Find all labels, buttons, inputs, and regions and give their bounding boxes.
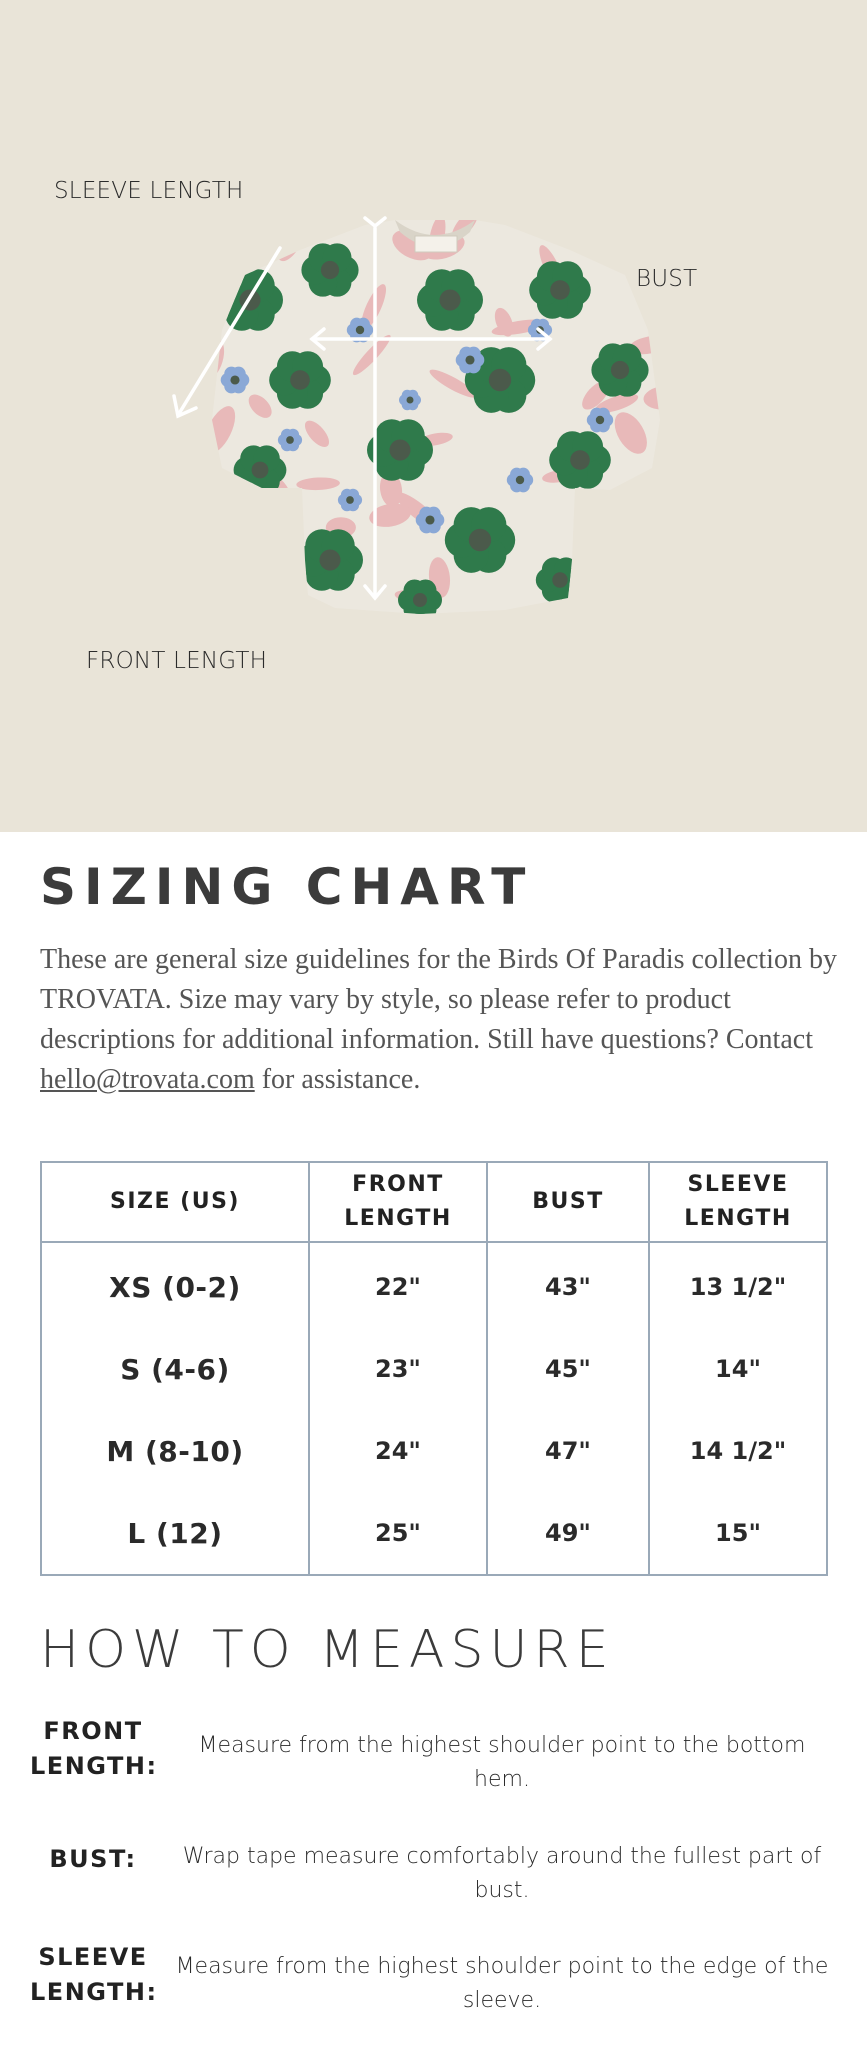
table-row <box>41 1242 827 1328</box>
measure-label-sleeve-length: SLEEVE LENGTH: <box>30 1943 158 2006</box>
measure-label-bust: BUST: <box>49 1845 137 1873</box>
header-size: SIZE (US) <box>41 1162 309 1242</box>
size-cell: L (12) <box>41 1492 309 1575</box>
header-front-length: FRONT LENGTH <box>309 1162 487 1242</box>
contact-email-link[interactable]: hello@trovata.com <box>40 1064 255 1095</box>
size-cell: M (8-10) <box>41 1410 309 1492</box>
front-length-cell: 25" <box>309 1492 487 1575</box>
how-to-measure-title: HOW TO MEASURE <box>40 1620 615 1680</box>
label-bust: BUST <box>636 266 698 292</box>
header-sleeve-length: SLEEVE LENGTH <box>649 1162 827 1242</box>
bust-cell: 43" <box>487 1242 649 1328</box>
front-length-cell: 22" <box>309 1242 487 1328</box>
table-row <box>41 1492 827 1575</box>
garment-diagram <box>0 0 867 832</box>
measure-desc-bust: Wrap tape measure comfortably around the fullest part of bust. <box>182 1844 822 1903</box>
hero-diagram <box>0 0 867 832</box>
bust-cell: 45" <box>487 1328 649 1410</box>
size-cell: XS (0-2) <box>41 1242 309 1328</box>
size-cell: S (4-6) <box>41 1328 309 1410</box>
table-row <box>41 1410 827 1492</box>
measure-desc-front-length: Measure from the highest shoulder point to the bottom hem. <box>198 1733 806 1792</box>
label-front-length: FRONT LENGTH <box>86 648 268 674</box>
intro-paragraph <box>40 940 840 1100</box>
sizing-chart-title: SIZING CHART <box>40 858 534 916</box>
measure-label-front-length: FRONT LENGTH: <box>30 1717 158 1780</box>
intro-text-end: for assistance. <box>261 1064 421 1095</box>
header-bust: BUST <box>487 1162 649 1242</box>
measure-desc-sleeve-length: Measure from the highest shoulder point to the edge of the sleeve. <box>175 1954 829 2013</box>
front-length-cell: 24" <box>309 1410 487 1492</box>
sleeve-length-cell: 14 1/2" <box>649 1410 827 1492</box>
bust-cell: 49" <box>487 1492 649 1575</box>
table-row <box>41 1328 827 1410</box>
sleeve-length-cell: 14" <box>649 1328 827 1410</box>
label-sleeve-length: SLEEVE LENGTH <box>54 178 244 204</box>
front-length-cell: 23" <box>309 1328 487 1410</box>
size-table <box>40 1161 828 1576</box>
bust-cell: 47" <box>487 1410 649 1492</box>
table-header-row <box>41 1162 827 1242</box>
sleeve-length-cell: 15" <box>649 1492 827 1575</box>
sleeve-length-cell: 13 1/2" <box>649 1242 827 1328</box>
intro-text: These are general size guidelines for the Birds Of Paradis collection by TROVATA. Size may vary by style, so please refer to product descriptions for additional information. Still have questions? Contact <box>40 944 837 1055</box>
